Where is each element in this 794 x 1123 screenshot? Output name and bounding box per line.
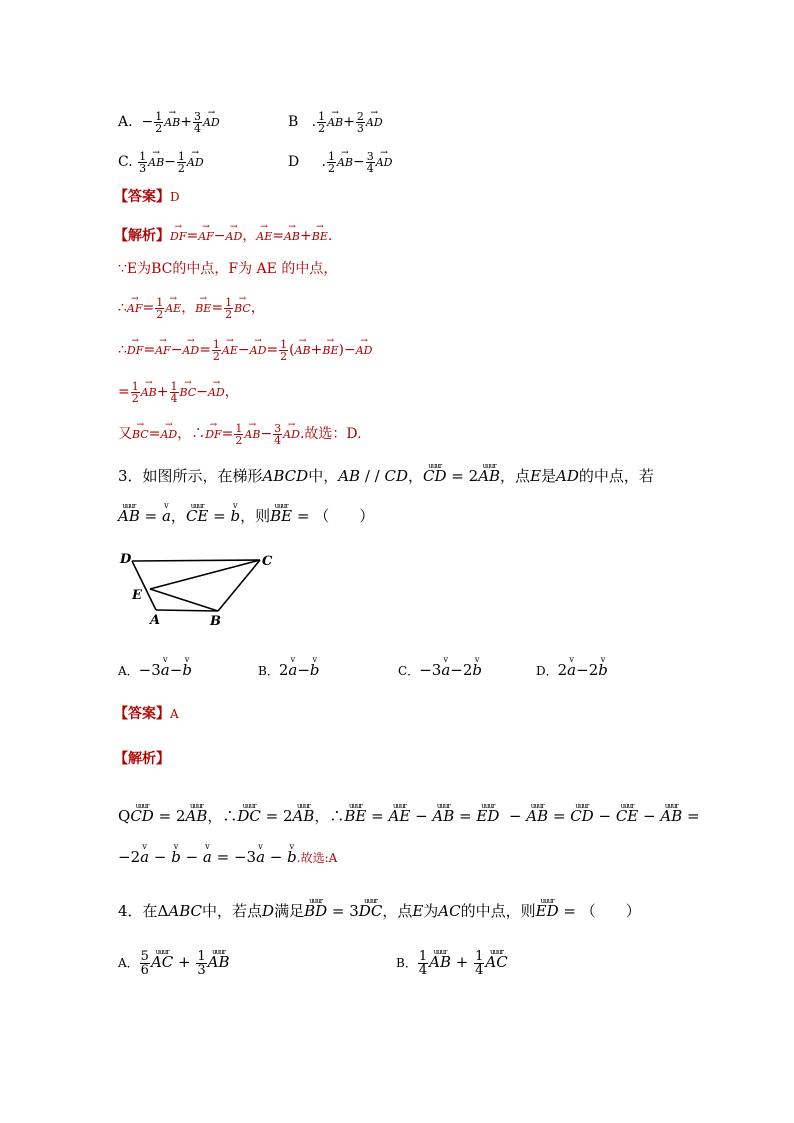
q3-analysis-line2: −2v a − v b − v a = −3v a − v b.故选:A xyxy=(118,842,337,867)
q2-answer: 【答案】D xyxy=(114,189,180,205)
q4-stem: 4．在ΔABC中，若点D满足uuur BD = 3uuur DC，点E为AC的中点，则uuur ED = （ ） xyxy=(118,895,641,920)
q2-analysis-line4: ∴→ DF=→ AF−→ AD= $\frac{1}{2}$ → AE−→ AD= $\frac{1}{2}$ (→ AB+→ BE)−→ AD xyxy=(118,336,372,362)
q2-option-a: A. − $\frac{1}{2}$ → AB+ $\frac{3}{4}$ → AD xyxy=(118,108,220,134)
label-d: D xyxy=(120,552,132,567)
q3-answer: 【答案】A xyxy=(114,706,179,722)
label-c: C xyxy=(262,554,273,569)
q2-analysis-line3: ∴→ AF= $\frac{1}{2}$ → AE，→ BE= $\frac{1}{2}$ → BC， xyxy=(118,294,265,320)
q4-option-a: A． $\frac{5}{6}$ uuur AC + $\frac{1}{3}$ uuur AB xyxy=(118,946,230,977)
q2-option-b: B . $\frac{1}{2}$ → AB+ $\frac{2}{3}$ → AD xyxy=(288,108,383,134)
q4-option-b: B． $\frac{1}{4}$ uuur AB + $\frac{1}{4}$ uuur AC xyxy=(396,946,508,977)
q3-option-c: C．−3v a−2v b xyxy=(398,655,482,680)
q3-stem-line1: 3．如图所示，在梯形ABCD中，AB / / CD，uuur CD = 2uuur AB，点E是AD的中点，若 xyxy=(118,460,654,485)
q2-analysis-line1: 【解析】→ DF=→ AF−→ AD，→ AE=→ AB+→ BE. xyxy=(114,222,332,246)
q2-analysis-line2: ∵E为BC的中点，F为 AE 的中点， xyxy=(118,261,338,277)
q2-option-d: D . $\frac{1}{2}$ → AB− $\frac{3}{4}$ → AD xyxy=(288,148,392,174)
trapezoid-diagram xyxy=(110,548,290,632)
q3-stem-line2: uuur AB = v a，uuur CE = v b，则uuur BE = （ ） xyxy=(118,500,374,525)
label-e: E xyxy=(132,588,142,603)
q3-analysis-tag: 【解析】 xyxy=(114,751,170,767)
q2-analysis-line5: = $\frac{1}{2}$ → AB+ $\frac{1}{4}$ → BC−→ AD， xyxy=(118,378,239,404)
label-b: B xyxy=(210,614,221,629)
q3-option-d: D．2v a−2v b xyxy=(536,655,608,680)
q3-analysis-line1: Quuur CD = 2uuur AB，∴uuur DC = 2uuur AB，∴uuur BE = uuur AE − uuur AB = uuur ED − uuur AB = uuur CD − uuur CE − uuur AB = xyxy=(118,800,700,825)
q2-option-c: C. $\frac{1}{3}$ → AB− $\frac{1}{2}$ → AD xyxy=(118,148,204,174)
label-a: A xyxy=(150,613,161,628)
q3-option-a: A．−3v a−v b xyxy=(118,655,192,680)
q2-analysis-line6: 又→ BC=→ AD，∴→ DF= $\frac{1}{2}$ → AB− $\frac{3}{4}$ → AD.故选：D. xyxy=(118,420,362,446)
q3-option-b: B．2v a−v b xyxy=(258,655,320,680)
